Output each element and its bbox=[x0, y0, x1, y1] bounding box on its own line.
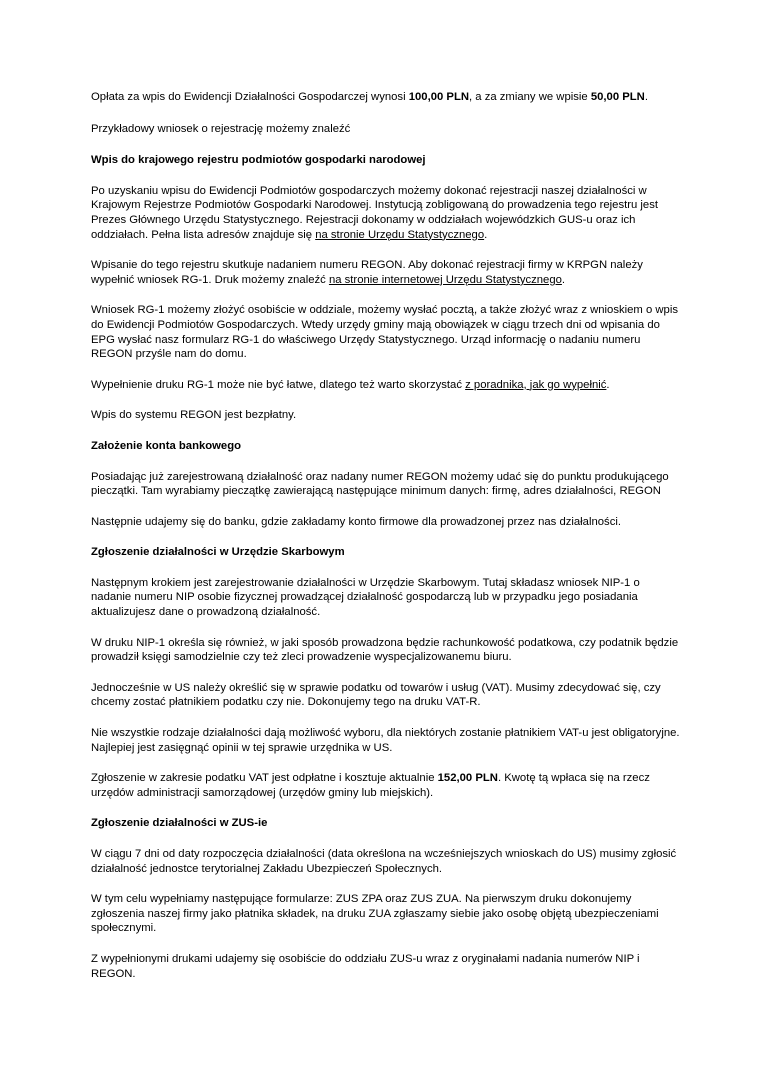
krpgn-text-end: . bbox=[484, 228, 488, 241]
rg1-guide-paragraph bbox=[91, 378, 681, 393]
document-page bbox=[91, 90, 681, 981]
gus-website-link[interactable]: na stronie internetowej Urzędu Statystycznego bbox=[328, 273, 562, 286]
tax-office-heading: Zgłoszenie działalności w Urzędzie Skarbowym bbox=[91, 546, 345, 559]
fee-amount: 100,00 PLN bbox=[408, 91, 470, 103]
regon-heading: Wpis do krajowego rejestru podmiotów gospodarki narodowej bbox=[91, 154, 426, 167]
stamp-paragraph: Posiadając już zarejestrowaną działalność oraz nadany numer REGON możemy udać się do punktu produkującego pieczątki. Tam wyrabiamy pieczątkę zawierającą następujące minimum danych: firmę, adres działalności, REGON bbox=[91, 470, 669, 498]
vat-fee-paragraph bbox=[91, 771, 681, 800]
zus-heading: Zgłoszenie działalności w ZUS-ie bbox=[91, 817, 268, 830]
rg1-paragraph bbox=[91, 258, 681, 287]
fee-paragraph bbox=[91, 90, 681, 105]
zus-forms-paragraph: W tym celu wypełniamy następujące formularze: ZUS ZPA oraz ZUS ZUA. Na pierwszym druku dokonujemy zgłoszenia naszej firmy jako płatnika składek, na druku ZUA zgłaszamy siebie jako osobę objętą ubezpieczeniami społecznymi. bbox=[91, 893, 659, 935]
krpgn-paragraph bbox=[91, 184, 681, 242]
zus-deadline-paragraph: W ciągu 7 dni od daty rozpoczęcia działalności (data określona na wcześniejszych wnioskach do US) musimy zgłosić działalność jednostce terytorialnej Zakładu Ubezpieczeń Społecznych. bbox=[91, 848, 677, 875]
accounting-paragraph: W druku NIP-1 określa się również, w jaki sposób prowadzona będzie rachunkowość podatkowa, czy podatnik będzie prowadził księgi samodzielnie czy też zleci prowadzenie wyspecjalizowanemu biuru. bbox=[91, 636, 679, 664]
vat-fee-text-start: Zgłoszenie w zakresie podatku VAT jest odpłatne i kosztuje aktualnie bbox=[91, 772, 438, 785]
gus-addresses-link[interactable]: na stronie Urzędu Statystycznego bbox=[315, 228, 485, 241]
regon-free-paragraph: Wpis do systemu REGON jest bezpłatny. bbox=[91, 409, 297, 422]
nip1-paragraph: Następnym krokiem jest zarejestrowanie działalności w Urzędzie Skarbowym. Tutaj składasz wniosek NIP-1 o nadanie numeru NIP osobie fizycznej prowadzącej działalność gospodarczą lub w przypadku jego posiadania aktualizujesz dane o prowadzoną działalność. bbox=[91, 576, 640, 619]
zus-visit-paragraph: Z wypełnionymi drukami udajemy się osobiście do oddziału ZUS-u wraz z oryginałami nadania numerów NIP i REGON. bbox=[91, 952, 640, 980]
krpgn-text: Po uzyskaniu wpisu do Ewidencji Podmiotów gospodarczych możemy dokonać rejestracji naszej działalności w Krajowym Rejestrze Podmiotów Gospodarki Narodowej. Instytucją zobligowaną do prowadzenia tego rejestru jest Prezes Głównego Urzędu Statystycznego. Rejestracji dokonamy w oddziałach wojewódzkich GUS-u oraz ich oddziałach. Pełna lista adresów znajduje się bbox=[91, 184, 659, 241]
change-fee-amount: 50,00 PLN bbox=[590, 91, 645, 103]
rg1-guide-link[interactable]: z poradnika, jak go wypełnić bbox=[465, 378, 607, 391]
rg1-text: Wpisanie do tego rejestru skutkuje nadaniem numeru REGON. Aby dokonać rejestracji firmy w KRPGN należy wypełnić wniosek RG-1. Druk możemy znaleźć bbox=[91, 259, 643, 286]
fee-text-end: . bbox=[644, 91, 648, 103]
bank-paragraph: Następnie udajemy się do banku, gdzie zakładamy konto firmowe dla prowadzonej przez nas działalności. bbox=[91, 515, 621, 528]
bank-account-heading: Założenie konta bankowego bbox=[91, 439, 242, 452]
rg1-guide-text-end: . bbox=[606, 378, 610, 391]
vat-obligatory-paragraph: Nie wszystkie rodzaje działalności dają możliwość wyboru, dla niektórych zostanie płatnikiem VAT-u jest obligatoryjne. Najlepiej jest zasięgnąć opinii w tej sprawie urzędnika w US. bbox=[91, 727, 680, 754]
rg1-submission-paragraph: Wniosek RG-1 możemy złożyć osobiście w oddziale, możemy wysłać pocztą, a także złożyć wraz z wnioskiem o wpis do Ewidencji Podmiotów Gospodarczych. Wtedy urzędy gminy mają obowiązek w ciągu trzech dni od wpisania do EPG wysłać nasz formularz RG-1 do właściwego Urzędy Statystycznego. Urząd informację o nadaniu numeru REGON przyśle nam do domu. bbox=[91, 304, 678, 361]
example-form-paragraph: Przykładowy wniosek o rejestrację możemy znaleźć bbox=[91, 122, 351, 135]
rg1-guide-text: Wypełnienie druku RG-1 może nie być łatwe, dlatego też warto skorzystać bbox=[91, 378, 466, 391]
vat-fee-text-end: . Kwotę tą wpłaca się na rzecz urzędów administracji samorządowej (urzędów gminy lub miejskich). bbox=[91, 772, 650, 799]
vat-fee-amount: 152,00 PLN bbox=[437, 772, 498, 785]
fee-text-start: Opłata za wpis do Ewidencji Działalności Gospodarczej wynosi bbox=[91, 91, 409, 103]
fee-text-middle: , a za zmiany we wpisie bbox=[469, 91, 591, 103]
rg1-text-end: . bbox=[561, 273, 566, 286]
vat-paragraph: Jednocześnie w US należy określić się w sprawie podatku od towarów i usług (VAT). Musimy zdecydować się, czy chcemy zostać płatnikiem podatku czy nie. Dokonujemy tego na druku VAT-R. bbox=[91, 681, 661, 709]
